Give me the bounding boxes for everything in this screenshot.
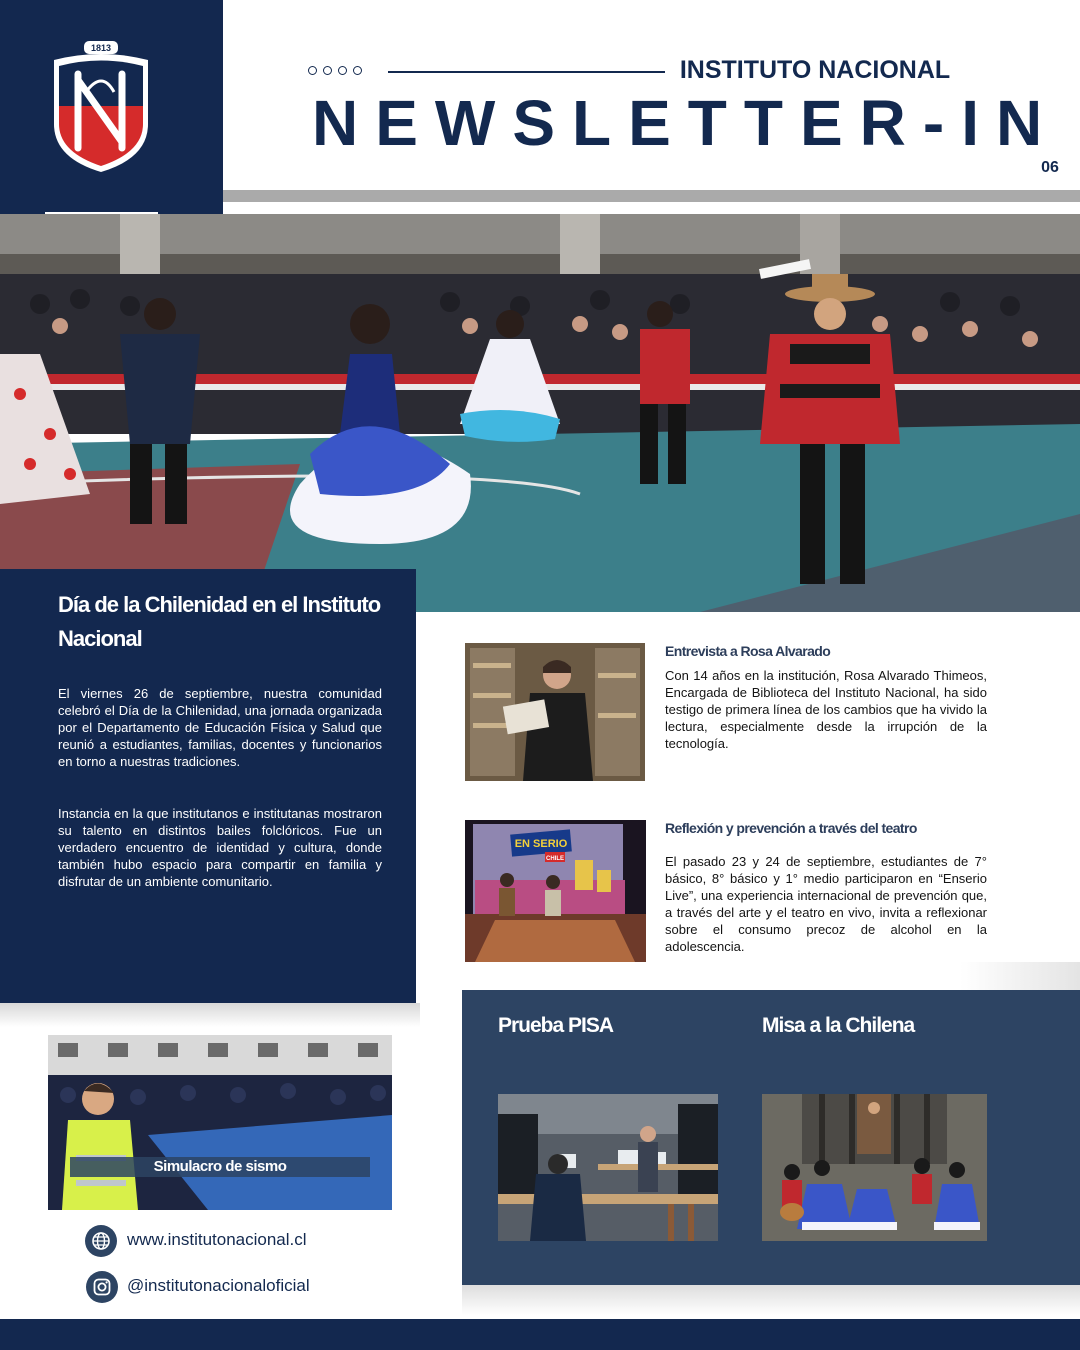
article-body-teatro: El pasado 23 y 24 de septiembre, estudiantes de 7° básico, 8° básico y 1° medio participaron en “Enserio Live”, una experiencia internacional de prevención que, a través del arte y el teatro en vivo, invita a reflexionar sobre el consumo precoz de alcohol en la adolescencia.	[665, 854, 987, 954]
sismo-label: Simulacro de sismo	[153, 1158, 287, 1175]
dot-icon	[353, 66, 362, 75]
header-gray-bar	[223, 190, 1080, 202]
school-crest-logo	[50, 40, 152, 176]
pisa-photo	[498, 1094, 718, 1241]
main-article-title: Día de la Chilenidad en el Instituto Nacional	[58, 592, 381, 651]
panel-edge-shadow	[960, 962, 1080, 990]
article-body-entrevista: Con 14 años en la institución, Rosa Alvarado Thimeos, Encargada de Biblioteca del Instituto Nacional, ha sido testigo de primera línea de los cambios que ha vivido la lectura, especialmente desde la irrupción de la tecnología.	[665, 668, 987, 751]
pisa-title: Prueba PISA	[498, 1014, 614, 1037]
theater-photo	[465, 820, 646, 962]
hero-illustration	[0, 214, 1080, 612]
globe-icon[interactable]	[85, 1225, 117, 1257]
article-title-entrevista: Entrevista a Rosa Alvarado	[665, 643, 831, 659]
instagram-icon[interactable]	[86, 1271, 118, 1303]
footer-bar	[0, 1319, 1080, 1350]
library-photo	[465, 643, 645, 781]
main-article-paragraph: Instancia en la que institutanos e institutanas mostraron su talento en distintos bailes folclóricos. Fue un verdadero encuentro de identidad y cultura, donde también hubo espacio para compartir en familia y disfrutar de un ambiente comunitario.	[58, 806, 382, 889]
dot-icon	[323, 66, 332, 75]
sismo-photo	[48, 1035, 392, 1210]
institution-name: INSTITUTO NACIONAL	[679, 56, 951, 84]
hero-photo-cueca-dance	[0, 214, 1080, 612]
main-article-paragraph: El viernes 26 de septiembre, nuestra comunidad celebró el Día de la Chilenidad, una jornada organizada por el Departamento de Educación Física y Salud que reunió a estudiantes, familias, docentes y funcionarios en torno a nuestras tradiciones.	[58, 686, 382, 769]
misa-title: Misa a la Chilena	[762, 1014, 915, 1037]
newsletter-title: NEWSLETTER-IN	[312, 87, 1060, 159]
misa-photo	[762, 1094, 987, 1241]
main-article-shadow	[0, 1003, 420, 1027]
decorative-dots	[308, 66, 362, 75]
article-title-teatro: Reflexión y prevención a través del teatro	[665, 820, 917, 836]
issue-number: 06	[1041, 159, 1059, 176]
dot-icon	[308, 66, 317, 75]
instagram-handle[interactable]: @institutonacionaloficial	[127, 1276, 310, 1295]
actor-left	[499, 873, 515, 916]
stage-sign-small: CHILE	[546, 856, 564, 862]
dot-icon	[338, 66, 347, 75]
actor-right	[545, 875, 561, 916]
website-link[interactable]: www.institutonacional.cl	[127, 1230, 307, 1249]
header-divider	[388, 71, 665, 73]
stage-sign-text: EN SERIO	[514, 838, 568, 850]
crest-year: 1813	[90, 43, 112, 53]
bottom-panel-shadow	[462, 1285, 1080, 1315]
